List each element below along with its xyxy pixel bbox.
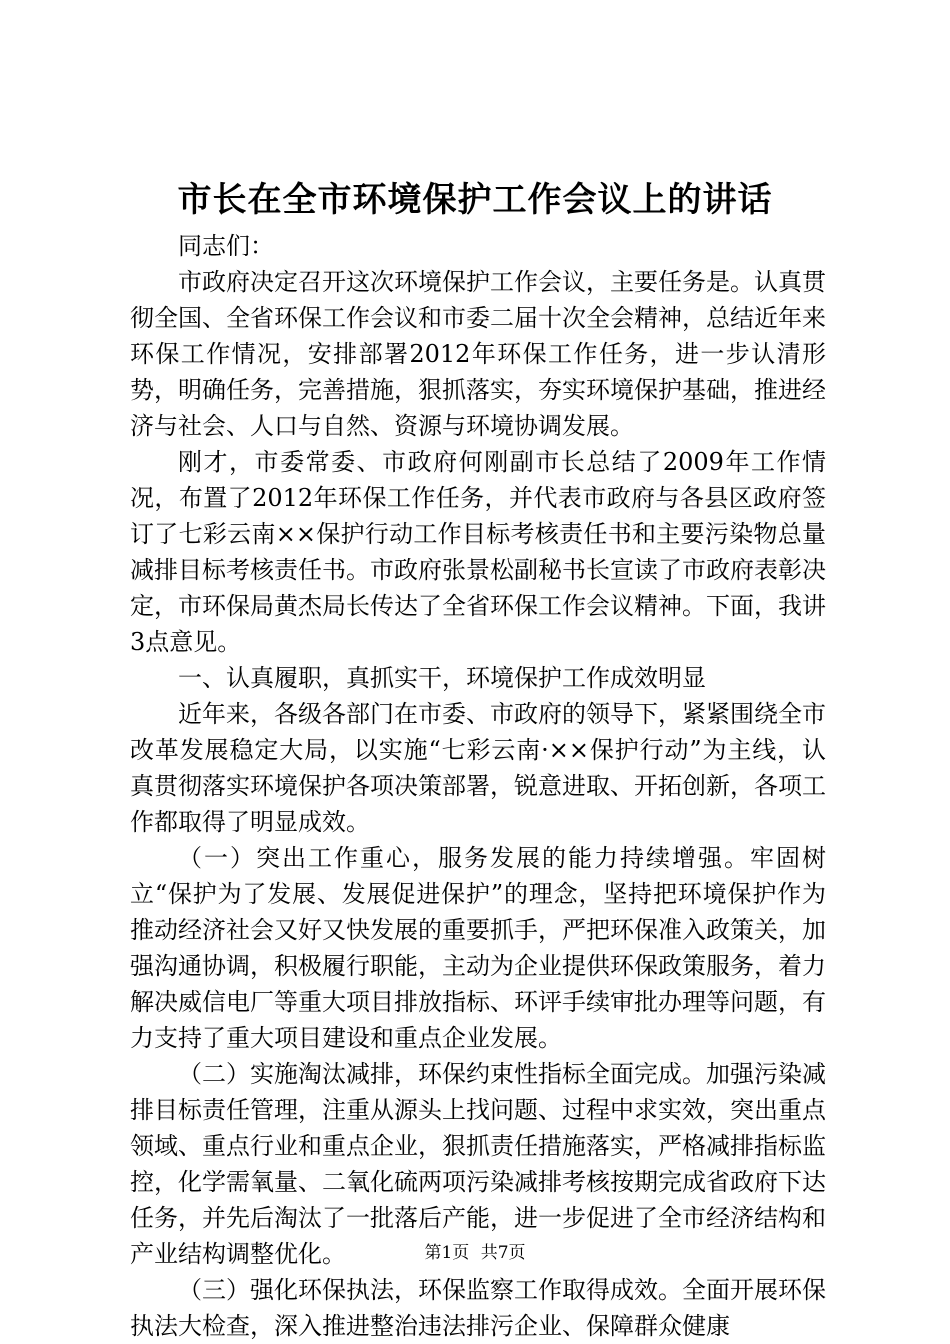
paragraph-summary: 刚才，市委常委、市政府何刚副市长总结了2009年工作情况，布置了2012年环保工作任务，并代表市政府与各县区政府签订了七彩云南××保护行动工作目标考核责任书和主要污染物总量减排目标考核责任书。市政府张景松副秘书长宣读了市政府表彰决定，市环保局黄杰局长传达了全省环保工作会议精神。下面，我讲3点意见。 [130,448,826,656]
document-title: 市长在全市环境保护工作会议上的讲话 [177,180,773,220]
paragraph-point-3: （三）强化环保执法，环保监察工作取得成效。全面开展环保执法大检查，深入推进整治违法排污企业、保障群众健康 [130,1276,826,1340]
page-footer [0,1243,950,1263]
salutation: 同志们： [178,232,274,260]
page-number: 第1页 [424,1243,470,1263]
page-total: 共7页 [480,1243,526,1263]
paragraph-achievements: 近年来，各级各部门在市委、市政府的领导下，紧紧围绕全市改革发展稳定大局，以实施“七彩云南·××保护行动”为主线，认真贯彻落实环境保护各项决策部署，锐意进取、开拓创新，各项工作都取得了明显成效。 [130,700,826,836]
paragraph-point-1: （一）突出工作重心，服务发展的能力持续增强。牢固树立“保护为了发展、发展促进保护”的理念，坚持把环境保护作为推动经济社会又好又快发展的重要抓手，严把环保准入政策关，加强沟通协调，积极履行职能，主动为企业提供环保政策服务，着力解决威信电厂等重大项目排放指标、环评手续审批办理等问题，有力支持了重大项目建设和重点企业发展。 [130,844,826,1052]
document-body [130,228,826,1344]
paragraph-point-2: （二）实施淘汰减排，环保约束性指标全面完成。加强污染减排目标责任管理，注重从源头上找问题、过程中求实效，突出重点领域、重点行业和重点企业，狠抓责任措施落实，严格减排指标监控，化学需氧量、二氧化硫两项污染减排考核按期完成省政府下达任务，并先后淘汰了一批落后产能，进一步促进了全市经济结构和产业结构调整优化。 [130,1060,826,1268]
section-heading-1: 一、认真履职，真抓实干，环境保护工作成效明显 [178,664,706,692]
paragraph-intro: 市政府决定召开这次环境保护工作会议，主要任务是。认真贯彻全国、全省环保工作会议和市委二届十次全会精神，总结近年来环保工作情况，安排部署2012年环保工作任务，进一步认清形势，明确任务，完善措施，狠抓落实，夯实环境保护基础，推进经济与社会、人口与自然、资源与环境协调发展。 [130,268,826,440]
